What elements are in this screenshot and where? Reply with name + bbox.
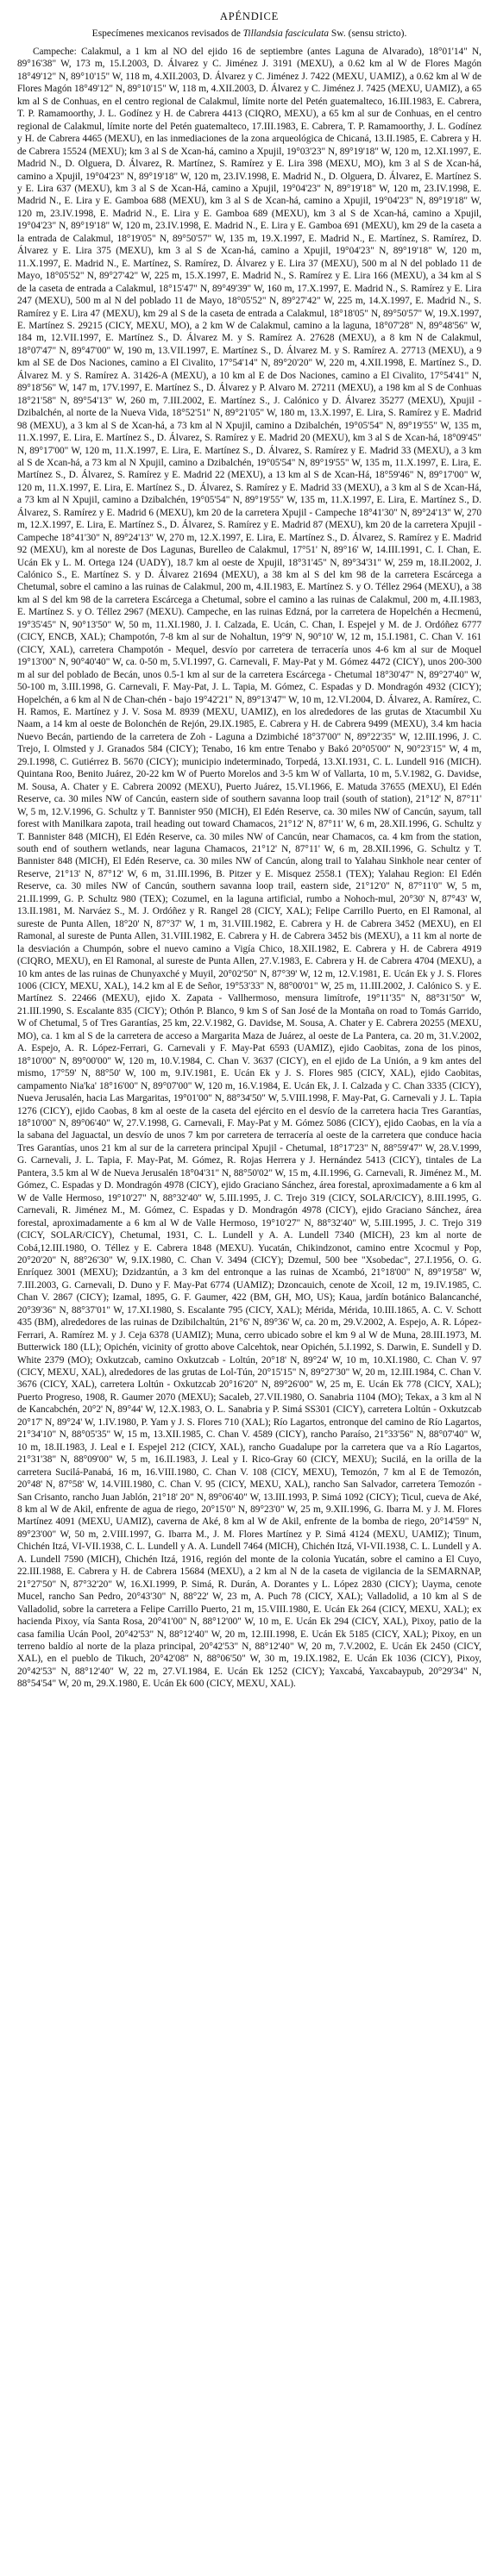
subtitle-suffix: Sw. (sensu stricto). — [330, 28, 407, 39]
appendix-title: APÉNDICE — [219, 10, 280, 22]
subtitle-species: Tillandsia fasciculata — [242, 28, 330, 39]
specimen-list-paragraph: Campeche: Calakmul, a 1 km al NO del ejido 16 de septiembre (antes Laguna de Alvarado), 18°01'14" N, 89°16'38" W, 173 m, 15.I.2003, D. Álvarez y C. Jiménez J. 3191 (MEXU), a 0.62 km al W de Flores Magón 18°49'12" N, 89°10'15" W, 118 m, 4.XII.2003, D. Álvarez y C. Jiménez J. 7422 (MEXU, UAMIZ), a 0.62 km al W de Flores Magón 18°49'12" N, 89°10'15" W, 118 m, 4.XII.2003, D. Álvarez y C. Jiménez J. 7425 (MEXU, UAMIZ), a 65 km al S de Conhuas, en el centro regional de Calakmul, límite norte del Petén guatemalteco, 16.III.1983, E. Cabrera, T. P. Ramamoorthy, J. L. Godínez y H. de Cabrera 4413 (CIQRO, MEXU), a 65 km al sur de Conhuas, en el centro regional de Calakmul, límite norte del Petén guatemalteco, 17.III.1983, E. Cabrera, T. P. Ramamoorthy, J. L. Godínez y H. de Cabrera 4465 (MEXU), en las inmediaciones de la zona arqueológica de Chicaná, 13.II.1985, E. Cabrera y H. de Cabrera 15524 (MEXU); km 3 al S de Xcan-há, camino a Xpujil, 19°03'23" N, 89°19'18" W, 120 m, 12.XI.1997, E. Madrid N., D. Olguera, D. Álvarez, R. Martínez, S. Ramírez y E. Lira 398 (MEXU, MO), km 3 al S de Xcan-há, camino a Xpujil, 19°04'23" N, 89°19'18" W, 120 m, 23.IV.1998, E. Madrid N., D. Olguera, D. Álvarez, E. Martínez S. y E. Lira 637 (MEXU), km 3 al S de Xcan-Há, camino a Xpujil, 19°04'23" N, 89°19'18" W, 120 m, 23.IV.1998, E. Madrid N., E. Lira y E. Gamboa 688 (MEXU), km 3 al S de Xcan-há, camino a Xpujil, 19°04'23" N, 89°19'18" W, 120 m, 23.IV.1998, E. Madrid N., E. Lira y E. Gamboa 689 (MEXU), km 3 al S de Xcan-há, camino a Xpujil, 19°04'23" N, 89°19'18" W, 120 m, 23.IV.1998, E. Madrid N., E. Lira y E. Gamboa 691 (MEXU), km 29 de la caseta a la entrada de Calakmul, 18°19'05" N, 89°50'57" W, 135 m, 19.X.1997, E. Madrid N., E. Martínez, S. Ramírez, D. Álvarez y E. Lira 375 (MEXU), km 3 al S de Xcan-há, camino a Xpujil, 19°04'23" N, 89°19'18" W, 120 m, 11.X.1997, E. Madrid N., E. Martínez, S. Ramírez, D. Álvarez y E. Lira 37 (MEXU), 500 m al N del poblado 11 de Mayo, 18°05'52" N, 89°27'42" W, 225 m, 15.X.1997, E. Madrid N., S. Ramírez y E. Lira 166 (MEXU), a 34 km al S de la caseta de entrada a Calakmul, 18°15'47" N, 89°49'39" W, 160 m, 17.X.1997, E. Madrid N., S. Ramírez y E. Lira 247 (MEXU), 500 m al N del poblado 11 de Mayo, 18°05'52" N, 89°27'42" W, 225 m, 14.X.1997, E. Madrid N., S. Ramírez y E. Lira 47 (MEXU), km 29 al S de la caseta de entrada a Calakmul, 18°18'05" N, 89°50'57" W, 19.X.1997, E. Martínez S. 29215 (CICY, MEXU, MO), a 2 km W de Calakmul, camino a la laguna, 18°07'28" N, 89°48'56" W, 184 m, 12.VII.1997, E. Martínez S., D. Álvarez M. y S. Ramírez A. 27628 (MEXU), a 8 km N de Calakmul, 18°07'47" N, 89°47'00" W, 190 m, 13.VII.1997, E. Martínez S., D. Álvarez M. y S. Ramírez A. 27713 (MEXU), a 9 km al SE de Dos Naciones, camino a El Civalito, 17°54'14" N, 89°20'20" W, 220 m, 4.XII.1998, E. Martínez S., D. Álvarez M. y S. Ramírez A. 31426-A (MEXU), a 10 km al E de Dos Naciones, camino a El Civalito, 17°54'41" N, 89°18'56" W, 147 m, 17V.1997, E. Martínez S., D. Álvarez y P. Alvaro M. 27211 (MEXU), a 198 km al S de Conhuas 18°21'58" N, 89°54'13" W, 260 m, 7.III.2002, E. Martínez S., J. Calónico y D. Álvarez 35277 (MEXU), Xpujil - Dzibalchén, al norte de la Nueva Vida, 18°52'51" N, 89°21'05" W, 180 m, 13.X.1997, E. Lira, S. Ramírez y E. Madrid 98 (MEXU), a 3 km al S de Xcan-há, a 73 km al N Xpujil, camino a Dzibalchén, 19°05'54" N, 89°19'55" W, 135 m, 11.X.1997, E. Lira, E. Martínez S., D. Álvarez, S. Ramírez y E. Madrid 20 (MEXU), km 3 al S de Xcan-há, 18°09'45" N, 89°17'00" W, 120 m, 11.X.1997, E. Lira, E. Martínez S., D. Álvarez, S. Ramírez y E. Madrid 33 (MEXU), a 3 km al S de Xcan-há, a 73 km al N Xpujil, camino a Dzibalchén, 19°05'54" N, 89°19'55" W, 135 m, 11.X.1997, E. Lira, E. Martínez S., D. Álvarez, S. Ramírez y E. Madrid 22 (MEXU), a 13 km al S de Xcan-Há, 18°59'46" N, 89°17'00" W, 120 m, 11.X.1997, E. Lira, E. Martínez S., D. Álvarez, S. Ramírez y E. Madrid 33 (MEXU), a 3 km al S de Xcan-Há, a 73 km al N Xpujil, camino a Dzibalchén, 19°05'54" N, 89°19'55" W, 135 m, 11.X.1997, E. Lira, E. Martínez S., D. Álvarez, S. Ramírez y E. Madrid 6 (MEXU), km 20 de la carretera Xpujil - Campeche 18°41'30" N, 89°24'13" W, 270 m, 12.X.1997, E. Lira, E. Martínez S., D. Álvarez, S. Ramírez y E. Madrid 87 (MEXU), km 20 de la carretera Xpujil - Campeche 18°41'30" N, 89°24'13" W, 270 m, 12.X.1997, E. Lira, E. Martínez S., D. Álvarez, S. Ramírez y E. Madrid 92 (MEXU), km al noreste de Dos Lagunas, Burelleo de Calakmul, 17°51' N, 89°16' W, 14.III.1991, C. I. Chan, E. Ucán Ek y L. M. Ortega 124 (UADY), 18.7 km al oeste de Xpujil, 18°31'45" N, 89°34'31" W, 259 m, 18.II.2002, J. Calónico S., E. Martínez S. y D. Álvarez 21694 (MEXU), a 38 km al S del km 98 de la carretera Escárcega a Chetumal, sobre el camino a las ruinas de Calakmul, 200 m, 4.II.1983, E. Martínez S. y O. Téllez 2964 (MEXU), a 38 km al S del km 98 de la carretera Escárcega a Chetumal, sobre el camino a las ruinas de Calakmul, 200 m, 4.II.1983, E. Martínez S. y O. Téllez 2967 (MEXU). Campeche, en las ruinas Edzná, por la carretera de Hopelchén a Hecmenú, 19°35'45" N, 90°13'50" W, 50 m, 11.XI.1980, J. I. Calzada, E. Ucán, C. Chan, I. Espejel y M. de J. Ordóñez 6777 (CICY, ENCB, XAL); Champotón, 7-8 km al sur de Nohaltun, 19°9' N, 90°10' W, 12 m, 15.I.1981, C. Chan V. 161 (CICY, XAL), carretera Champotón - Mequel, desvío por carretera de terracería unos 4-6 km al sur de Moquel 19°13'00" N, 90°40'40" W, ca. 0-50 m, 5.VI.1997, G. Carnevali, F. May-Pat y M. Gómez 4472 (CICY), unos 200-300 m al sur del poblado de Becán, unos 0.5-1 km al sur de la carretera Escárcega - Chetumal 18°30'47" N, 89°27'40" W, 50-100 m, 3.III.1998, G. Carnevali, F. May-Pat, J. L. Tapia, M. Gómez, C. Espadas y D. Mondragón 4932 (CICY); Hopelchén, a 6 km al N de Chan-chén - bajo 19°42'21" N, 89°13'47" W, 10 m, 12.VI.2004, D. Álvarez, A. Ramírez, C. H. Ramos, E. Martínez y J. V. Sosa M. 8939 (MEXU, UAMIZ), en los alrededores de las grutas de Xtacumbil Xu Naam, a 14 km al oeste de Bolonchén de Rejón, 29.IX.1985, E. Cabrera y H. de Cabrera 9499 (MEXU), 3.4 km hacia Nuevo Becán, partiendo de la carretera de Zoh - Laguna a Dzimbiché 18°37'00" N, 89°22'35" W, 12.III.1996, J. C. Trejo, I. Olmsted y J. Granados 584 (CICY); Tenabo, 16 km entre Tenabo y Bakó 20°05'00" N, 90°23'15" W, 4 m, 29.I.1998, C. Gutiérrez B. 5670 (CICY); municipio indeterminado, Torpedá, 13.XI.1931, C. L. Lundell 916 (MICH). Quintana Roo, Benito Juárez, 20-22 km W of Puerto Morelos and 3-5 km W of Vallarta, 10 m, 5.V.1982, G. Davidse, M. Sousa, A. Chater y E. Cabrera 20092 (MEXU), Puerto Juárez, 15.VI.1966, E. Matuda 37655 (MEXU), El Edén Reserve, ca. 30 miles NW of Cancún, eastern side of southern savanna loop trail (south of station), 21°12' N, 87°11' W, 5 m, 12.V.1996, G. Schultz y T. Bannister 950 (MICH), El Edén Reserve, ca. 30 miles NW of Cancún, sayum, tall forest with Manilkara zapota, trail heading out toward Chamacos, 21°12' N, 87°11' W, 6 m, 28.XII.1996, G. Schultz y T. Bannister 848 (MICH), El Edén Reserve, ca. 30 miles NW of Cancún, near Chamacos, ca. 4 km from the station, south end of southern wetlands, near laguna Chamacos, 21°12' N, 87°11' W, 6 m, 28.XII.1996, G. Schultz y T. Bannister 848 (MICH), El Edén Reserve, ca. 30 miles NW of Cancún, along trail to Yalahau Sinkhole near center of Reserve, 21°13' N, 87°12' W, 6 m, 31.III.1996, B. Pitzer y E. Misquez 2558.1 (TEX); Yalahau Region: El Edén Reserve, ca. 30 miles NW of Cancún, southern savanna loop trail, eastern side, 21°12'0" N, 87°11'0" W, 5 m, 21.II.1999, G. P. Schultz 980 (TEX); Cozumel, en la laguna artificial, rumbo a Nohoch-mul, 20°30' N, 87°43' W, 13.II.1981, M. Narváez S., M. J. Ordóñez y R. Rangel 28 (CICY, XAL); Felipe Carrillo Puerto, en El Ramonal, al sureste de Punta Allen, 18°20' N, 87°37' W, 1 m, 31.VIII.1982, E. Cabrera y H. de Cabrera 3452 (MEXU), en El Ramonal, al sureste de Punta Allen, 31.VIII.1982, E. Cabrera y H. de Cabrera 3452 bis (MEXU), a 11 km al norte de la desviación a Chumpón, sobre el nuevo camino a Vigía Chico, 18.XII.1982, E. Cabrera y H. de Cabrera 4919 (CIQRO, MEXU), en El Ramonal, al sureste de Punta Allen, 27.V.1983, E. Cabrera y H. de Cabrera 4704 (MEXU), a 10 km antes de las ruinas de Chunyaxché y Muyil, 20°02'50" N, 87°39' W, 12 m, 12.V.1981, E. Ucán Ek y J. S. Flores 1006 (CICY, MEXU, XAL), 14.2 km al E de Señor, 19°53'33" N, 88°00'01" W, 25 m, 11.III.2002, J. Calónico S. y E. Martínez S. 22466 (MEXU), ejido X. Zapata - Vallhermoso, mensura limítrofe, 19°11'35" N, 88°31'50" W, 21.III.1990, S. Escalante 835 (CICY); Othón P. Blanco, 9 km S of San José de la Montaña on road to Tomás Garrido, W of Chetumal, 5 of Tres Garantías, 25 km, 22.V.1982, G. Davidse, M. Sousa, A. Chater y E. Cabrera 20255 (MEXU, MO), ca. 1 km al S de la carretera de acceso a Margarita Maza de Juárez, al oeste de La Pantera, ca. 20 m, 31.V.2002, A. Espejo, A. R. López-Ferrari, G. Carnevali y F. May-Pat 6593 (UAMIZ), ejido Caobitas, zona de los pinos, 18°10'00" N, 89°00'00" W, 120 m, 10.V.1984, C. Chan V. 3637 (CICY), en el ejido de La Unión, a 9 km antes del mismo, 17°59' N, 88°50' W, 100 m, 9.IV.1981, E. Ucán Ek y J. S. Flores 985 (CICY, XAL), ejido Caobitas, campamento Nia'ka' 18°16'00" N, 89°07'00" W, 120 m, 16.V.1984, E. Ucán Ek, J. I. Calzada y C. Chan 3335 (CICY), Nueva Jerusalén, hacia Las Margaritas, 19°01'00" N, 88°34'50" W, 5.VIII.1998, F. May-Pat, G. Carnevali y J. L. Tapia 1276 (CICY), ejido Caobas, 8 km al oeste de la caseta del ejército en el desvío de la carretera hacia Tres Garantías, 18°10'00" N, 89°06'40" W, 27.V.1998, G. Carnevali, F. May-Pat y M. Gómez 5086 (CICY), ejido Caobas, en la vía a la sabana del Jaguactal, un desvío de unos 7 km por carretera de terracería al oeste de la carretera que conduce hacia Tres Garantías, unos 21 km al sur de la carretera principal Xpujil - Chetumal, 18°17'23" N, 88°59'47" W, 28.V.1999, G. Carnevali, J. L. Tapia, F. May-Pat, M. Gómez, R. Rojas Herrera y J. Hernández 5413 (CICY), tintales de La Pantera, 3.5 km al W de Nueva Jerusalén 18°04'31" N, 88°50'02" W, 15 m, 4.II.1996, G. Carnevali, R. Jiménez M., M. Gómez, C. Espadas y D. Mondragón 4978 (CICY), ejido Graciano Sánchez, área forestal, aproximadamente a 6 km al W de Valle Hermoso, 19°10'27" N, 88°32'40" W, 5.III.1995, J. C. Trejo 319 (CICY, SOLAR/CICY), 8.III.1995, G. Carnevali, R. Jiménez M., M. Gómez, C. Espadas y D. Mondragón 4978 (CICY), ejido Graciano Sánchez, área forestal, aproximadamente a 6 km al W de Valle Hermoso, 19°10'27" N, 88°32'40" W, 5.III.1995, J. C. Trejo 319 (CICY, SOLAR/CICY), Chetumal, 1931, C. L. Lundell y A. A. Lundell 7340 (MICH), 23 km al norte de Cobá,12.III.1980, O. Téllez y E. Cabrera 1848 (MEXU). Yucatán, Chikindzonot, camino entre Xcocmul y Pop, 20°20'20" N, 88°26'30" W, 9.IX.1980, C. Chan V. 3494 (CICY); Dzemul, 500 bee "Xsobedac", 27.I.1956, O. G. Enríquez 3001 (MEXU); Dzidzantún, a 3 km del entronque a las ruinas de Xcambó, 21°18'00" N, 89°19'58" W, 7.III.2003, G. Carnevali, D. Duno y F. May-Pat 6774 (UAMIZ); Dzoncauich, cenote de Xcoil, 12 m, 19.IV.1985, C. Chan V. 2867 (CICY); Izamal, 1895, G. F. Gaumer, 422 (BM, GH, MO, US); Kaua, jardín botánico Balancanché, 20°39'36" N, 88°37'01" W, 17.XI.1980, S. Escalante 795 (CICY, XAL); Mérida, Mérida, 10.III.1865, A. C. V. Schott 435 (BM), alrededores de las ruinas de Dzibilchaltún, 21°6' N, 89°36' W, ca. 20 m, 29.V.2002, A. Espejo, A. R. López-Ferrari, A. Ramírez M. y J. Ceja 6378 (UAMIZ); Muna, cerro ubicado sobre el km 9 al W de Muna, 28.III.1973, M. Butterwick 180 (LL); Opichén, vicinity of grotto above Calcehtok, near Opichén, 5.I.1992, S. Darwin, E. Sundell y D. White 2379 (MO); Oxkutzcab, camino Oxkutzcab - Loltún, 20°18' N, 89°24' W, 10 m, 10.XI.1980, C. Chan V. 97 (CICY, MEXU, XAL), alrededores de las grutas de Lol-Tún, 20°15'15" N, 89°27'30" W, 20 m, 12.III.1984, C. Chan V. 3676 (CICY, XAL), carretera Loltún - Oxkutzcab 20°16'20" N, 89°26'00" W, 25 m, E. Ucán Ek 778 (CICY, XAL); Puerto Progreso, 1908, R. Gaumer 2070 (MEXU); Sacaleb, 27.VII.1980, O. Sanabria 1104 (MO); Tekax, a 3 km al N de Kancabchén, 20°2' N, 89°44' W, 12.X.1983, O. L. Sanabria y P. Simá SS301 (CICY), carretera Loltún - Oxkutzcab 20°17' N, 89°24' W, 1.IV.1980, P. Yam y J. S. Flores 710 (XAL); Río Lagartos, entronque del camino de Río Lagartos, 21°34'10" N, 88°05'35" W, 15 m, 13.XII.1985, C. Chan V. 4589 (CICY), rancho Paraíso, 21°33'56" N, 88°07'40" W, 10 m, 18.II.1983, J. Leal e I. Espejel 212 (CICY, XAL), rancho Guadalupe por la carretera que va a Río Lagartos, 21°31'38" N, 88°09'00" W, 5 m, 16.II.1983, J. Leal y I. Rico-Gray 60 (CICY, MEXU); Sucilá, en la orilla de la carretera Sucilá-Panabá, 16 m, 16.VIII.1980, C. Chan V. 108 (CICY, MEXU), Temozón, 7 km al E de Temozón, 20°48' N, 87°58' W, 14.VIII.1980, C. Chan V. 95 (CICY, MEXU, XAL), rancho San Salvador, carretera Temozón - San Crisanto, rancho Juan Jablón, 21°18' 20" N, 89°06'40" W, 13.III.1993, P. Simá 1092 (CICY); Ticul, cueva de Aké, 8 km al W de Akil, enfrente de agua de riego, 20°15'0" N, 89°23'0" W, 25 m, 9.XII.1996, G. Ibarra M. y J. M. Flores Martínez 4091 (MEXU, UAMIZ), caverna de Aké, 8 km al W de Akil, enfrente de la bomba de riego, 20°14'59" N, 89°23'00" W, 50 m, 2.VIII.1997, G. Ibarra M., J. M. Flores Martínez y P. Simá 4124 (MEXU, UAMIZ); Tinum, Chichén Itzá, VI-VII.1938, C. L. Lundell y A. A. Lundell 7464 (MICH), Chichén Itzá, VI-VII.1938, C. L. Lundell y A. A. Lundell 7590 (MICH), Chichén Itzá, 1916, región del monte de la colonia Yucatán, sobre el camino a El Cuyo, 22.III.1988, E. Cabrera y H. de Cabrera 15684 (MEXU), a 2 km al N de la caseta de vigilancia de la SEMARNAP, 21°27'50" N, 87°32'20" W, 16.XI.1999, P. Simá, R. Durán, A. Dorantes y L. López 2830 (CICY); Uayma, cenote Mucel, rancho San Pedro, 20°43'30" N, 88°22' W, 23 m, A. Puch 78 (CICY, XAL); Valladolid, a 10 km al S de Valladolid, sobre la carretera a Felipe Carrillo Puerto, 21 m, 15.VIII.1980, E. Ucán Ek 264 (CICY, MEXU, XAL); ex hacienda Pixoy, vía Santa Rosa, 20°41'00" N, 88°12'00" W, 10 m, E. Ucán Ek 294 (CICY, XAL), Pixoy, patio de la casa familia Ucán Pool, 20°42'53" N, 88°12'40" W, 20 m, 12.III.1998, E. Ucán Ek 5185 (CICY, XAL); Pixoy, en un terreno baldío al norte de la plaza principal, 20°42'53" N, 88°12'40" W, 20 m, 7.V.2002, E. Ucán Ek 2450 (CICY, XAL), en el pueblo de Tikuch, 20°42'08" N, 88°06'50" W, 30 m, 19.IX.1982, E. Ucán Ek 1036 (CICY), Pixoy, 20°42'53" N, 88°12'40" W, 22 m, 27.VI.1984, E. Ucán Ek 1252 (CICY); Yaxcabá, Yaxcabaypub, 20°29'34" N, 88°54'54" W, 20 m, 29.X.1980, E. Ucán Ek 600 (CICY, MEXU, XAL). — [17, 47, 481, 1690]
appendix-subtitle — [17, 28, 481, 39]
subtitle-prefix: Especímenes mexicanos revisados de — [91, 28, 241, 39]
